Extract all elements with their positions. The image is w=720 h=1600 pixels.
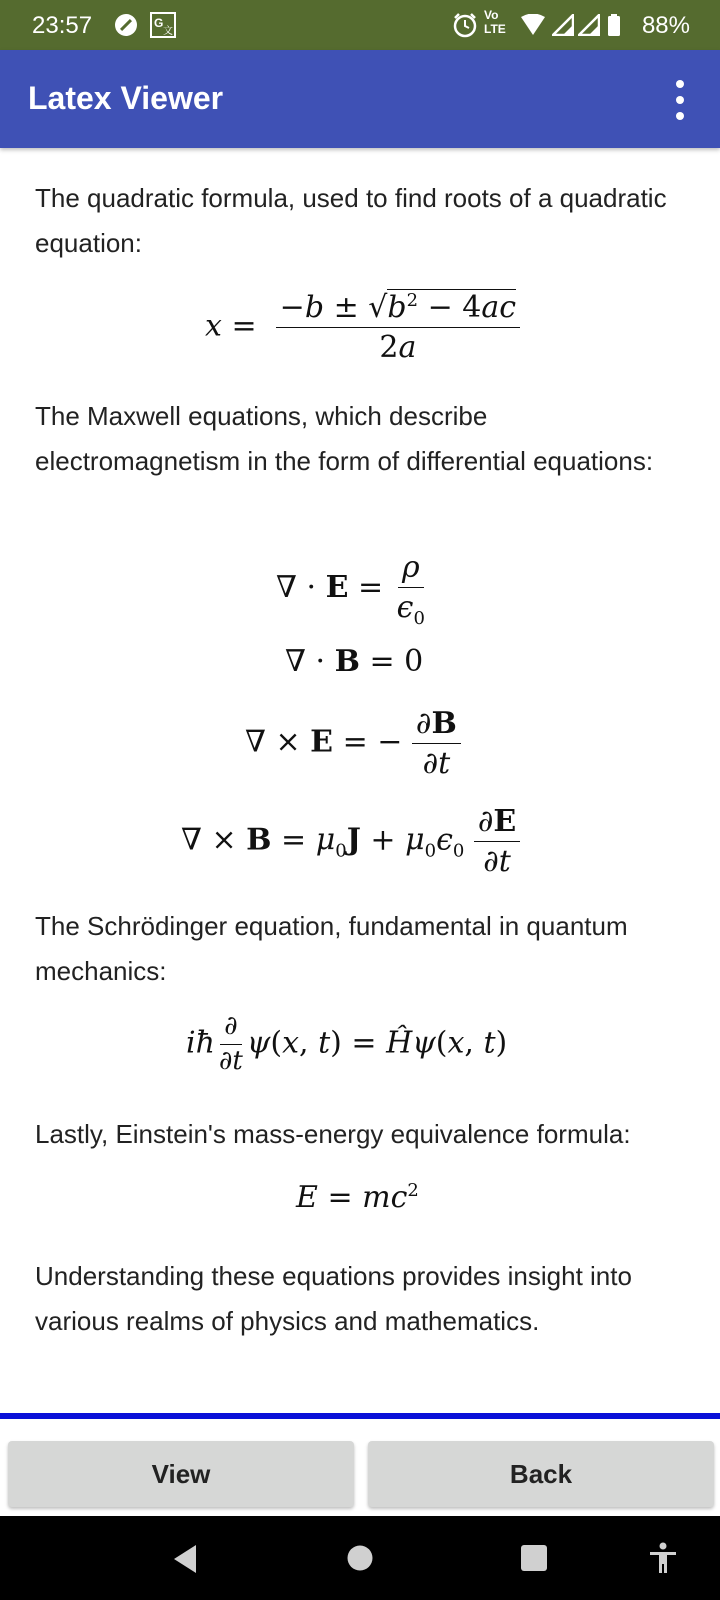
svg-text:文: 文	[163, 26, 173, 37]
do-not-disturb-icon	[114, 13, 138, 42]
app-title: Latex Viewer	[28, 80, 224, 116]
wifi-icon	[520, 14, 546, 41]
paragraph-schrodinger: The Schrödinger equation, fundamental in quantum mechanics:	[35, 911, 628, 986]
paragraph-einstein: Lastly, Einstein's mass-energy equivalence formula:	[35, 1119, 631, 1149]
volte-top-text: Vo	[484, 8, 499, 22]
accessibility-icon[interactable]	[648, 1542, 678, 1579]
latex-content	[0, 148, 720, 1411]
paragraph-maxwell: The Maxwell equations, which describe electromagnetism in the form of differential equations:	[35, 401, 654, 476]
paragraph-quadratic: The quadratic formula, used to find roots of a quadratic equation:	[35, 183, 667, 258]
battery-icon	[608, 14, 620, 41]
divider-line	[0, 1413, 720, 1419]
back-icon[interactable]	[172, 1544, 198, 1579]
status-bar	[0, 0, 720, 50]
back-button[interactable]: Back	[368, 1441, 714, 1507]
maxwell-ampere-law: ∇ × $B = \mu_0J + \mu_0\epsilon_0$ $\frac{\partial E}{\partial t}$	[181, 802, 520, 881]
maxwell-faraday-law: ∇ × E = − $\frac{\partial B}{\partial t}$	[245, 704, 461, 783]
schrodinger-equation: iħ $\frac{\partial}{\partial t}$ ψ(x, t) = Ĥψ(x, t)	[186, 1011, 508, 1076]
volte-bottom-text: LTE	[484, 22, 506, 36]
app-bar	[0, 50, 720, 148]
einstein-equation: $E = mc^2$	[296, 1180, 419, 1215]
recents-icon[interactable]	[521, 1545, 547, 1576]
signal-icon	[578, 14, 600, 41]
svg-text:G: G	[154, 16, 164, 30]
home-icon[interactable]	[347, 1545, 373, 1576]
paragraph-conclusion: Understanding these equations provides insight into various realms of physics and mathematics.	[35, 1261, 632, 1336]
maxwell-gauss-law: ∇ · E = $\frac{\rho}{\epsilon_0}$	[276, 550, 425, 629]
navigation-bar	[0, 1516, 720, 1600]
battery-percent: 88%	[641, 12, 690, 39]
volte-icon	[484, 8, 518, 36]
view-button[interactable]: View	[8, 1441, 354, 1507]
signal-icon	[552, 14, 574, 41]
quadratic-formula: x = $\frac{-b \pm √b^2 - 4ac}{2a}$	[205, 288, 520, 367]
alarm-icon	[452, 12, 478, 43]
status-time: 23:57	[32, 12, 93, 39]
translate-icon	[150, 12, 176, 43]
maxwell-gauss-magnetism: ∇ · B = 0	[285, 644, 424, 679]
more-vert-icon[interactable]	[670, 80, 690, 120]
